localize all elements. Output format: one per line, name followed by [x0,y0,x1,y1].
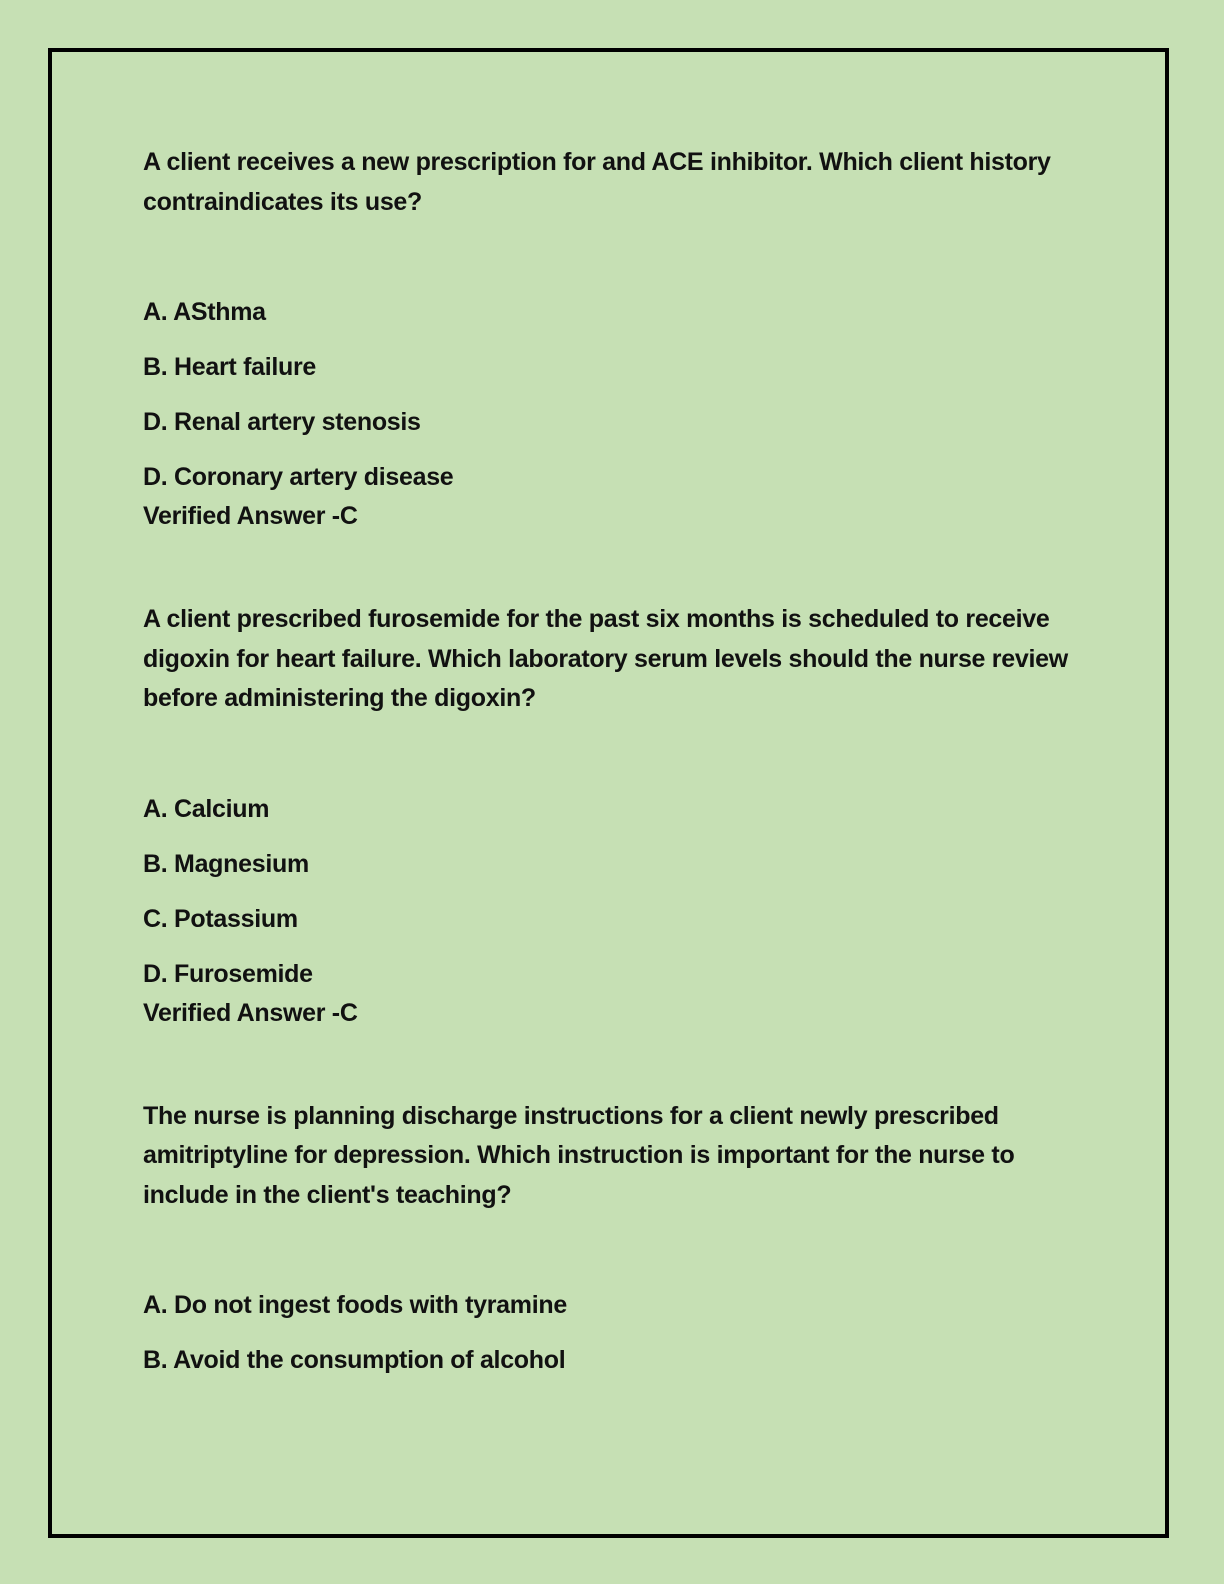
question-text: A client prescribed furosemide for the past six months is scheduled to receive digoxin for heart failure. Which laboratory serum levels should the nurse review before administering the digoxin? [143,605,1068,712]
verified-answer: Verified Answer -C [143,998,358,1027]
verified-answer: Verified Answer -C [143,502,358,530]
option-list [143,293,1083,497]
option-c: D. Renal artery stenosis [143,408,421,436]
question-text: The nurse is planning discharge instructions for a client newly prescribed amitriptyline for depression. Which instruction is important for the nurse to include in the client's teaching? [143,1101,1015,1209]
question-block [143,1097,1083,1381]
question-block [143,600,1083,1033]
option-list [143,1286,1083,1380]
option-d: D. Furosemide [143,959,313,988]
option-list [143,790,1083,994]
question-block [143,143,1083,536]
option-b: B. Magnesium [143,849,309,878]
option-b: B. Heart failure [143,353,317,381]
option-c: C. Potassium [143,904,298,933]
option-b: B. Avoid the consumption of alcohol [143,1346,566,1374]
option-a: A. Calcium [143,794,270,823]
option-d: D. Coronary artery disease [143,463,454,491]
question-text: A client receives a new prescription for and ACE inhibitor. Which client history contraindicates its use? [143,148,1051,216]
option-a: A. ASthma [143,298,266,326]
option-a: A. Do not ingest foods with tyramine [143,1291,567,1319]
document-content [143,143,1083,1444]
